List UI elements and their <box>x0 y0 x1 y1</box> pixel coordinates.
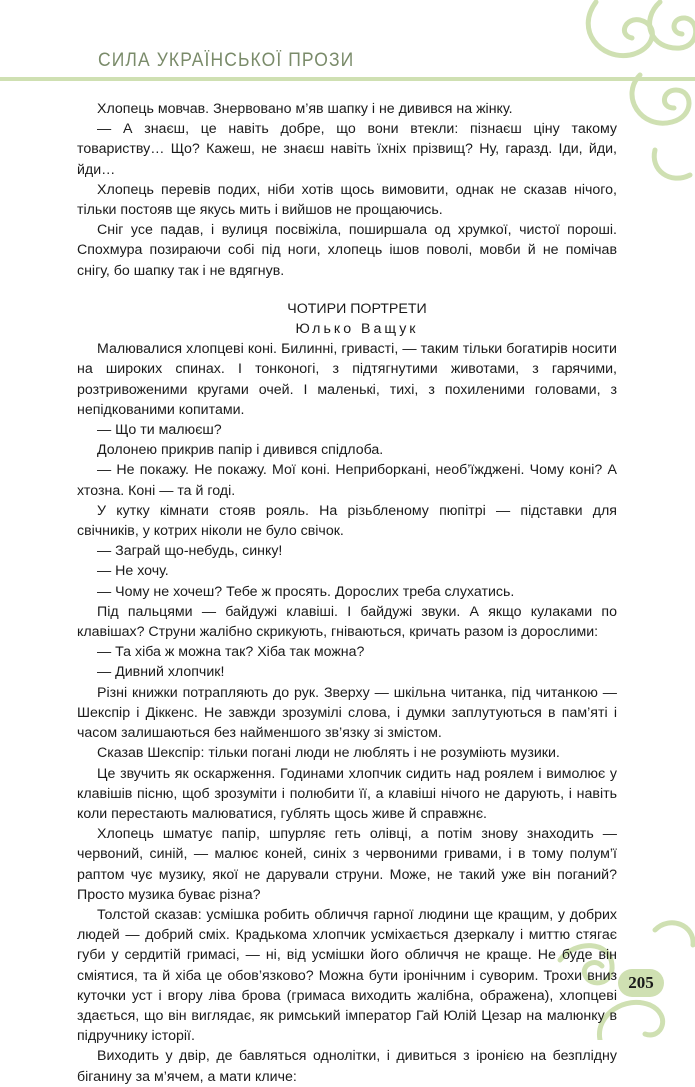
paragraph: — Дивний хлопчик! <box>97 664 225 681</box>
page-number: 205 <box>618 969 664 997</box>
page-body <box>77 99 617 1087</box>
paragraph: — Чому не хочеш? Тебе ж просять. Дорослих треба слухатись. <box>97 583 515 600</box>
swirl-bottom-3 <box>655 923 693 945</box>
paragraph: — Заграй що-небудь, синку! <box>97 543 283 560</box>
paragraph: Толстой сказав: усмішка робить обличчя гарної людини ще кращим, у добрих людей — добрий сміх. Крадькома хлопчик усміхається дзеркалу і миттю стягає губи у сердитій гримасі, — ні, від усмішки його обличчя не краще. Не буде він сміятися, та й хіба це обов’язково? Можна бути іронічним і суворим. Трохи вниз куточки уст і вгору ліва брова (гримаса виходить жалібна, ображена), хлопцеві здається, що він виглядає, як римський імператор Гай Юлій Цезар на малюнку в підручнику історії. <box>77 906 617 1045</box>
paragraph: — Та хіба ж можна так? Хіба так можна? <box>97 644 365 661</box>
paragraph: Під пальцями — байдужі клавіші. І байдужі звуки. А якщо кулаками по клавішах? Струни жалібно скрикують, гніваються, кричать разом із дорослими: <box>77 603 617 641</box>
swirl-top-2 <box>650 2 695 48</box>
swirl-top-3 <box>632 75 689 123</box>
section-gap <box>77 281 617 299</box>
section-title: СИЛА УКРАЇНСЬКОЇ ПРОЗИ <box>98 50 355 71</box>
story-author: Юлько Ващук <box>295 321 419 338</box>
paragraph: Малювалися хлопцеві коні. Билинні, гриваcті, — таким тільки богатирів носити на широких спинах. І тонконогі, з підтягнутими животами, з гарячими, розтривоженими кругами очей. І маленькі, тихі, з похиленими головами, з непідкованими копитами. <box>77 341 617 418</box>
paragraph: Хлопець мовчав. Знервовано м’яв шапку і не дивився на жінку. <box>97 101 513 117</box>
paragraph: Долонею прикрив папір і дивився спідлоба. <box>97 442 384 459</box>
swirl-top-1 <box>588 2 652 56</box>
paragraph: Сніг усе падав, і вулиця посвіжіла, поширшала од хрумкої, чистої пороші. Спохмура позираючи собі під ноги, хлопець ішов поволі, мовби й не помічав снігу, бо шапку так і не вдягнув. <box>77 222 617 279</box>
header-divider <box>0 77 695 81</box>
paragraph: Сказав Шекспір: тільки погані люди не люблять і не розуміють музики. <box>97 745 560 762</box>
swirl-top-4 <box>654 150 690 178</box>
paragraph: — Не хочу. <box>97 563 169 580</box>
paragraph: У кутку кімнати стояв рояль. На різьбленому пюпітрі — підставки для свічників, у котрих ніколи не було свічок. <box>77 502 617 540</box>
paragraph: Це звучить як оскарження. Годинами хлопчик сидить над роялем і вимолює у клавішів пісню, щоб зрозуміти і полюбити її, а клавіші нічого не дарують, і навіть коли перестають малюватися, гублять щось живе й справжнє. <box>77 765 617 822</box>
paragraph: — Не покажу. Не покажу. Мої коні. Неприборкані, необ’їжджені. Чому коні? А хтозна. Коні — та й годі. <box>77 462 617 499</box>
paragraph: Різні книжки потрапляють до рук. Зверху — шкільна читанка, під читанкою — Шекспір і Діккенс. Не завжди зрозумілі слова, і думки заплутуються в пам’яті і часом залишаються без найменшого зв’язку зі змістом. <box>77 684 617 742</box>
paragraph: — А знаєш, це навіть добре, що вони втекли: пізнаєш ціну такому товариству… Що? Кажеш, не знаєш навіть їхніх прізвищ? Ну, гаразд. Іди, йди, йди… <box>77 121 617 178</box>
paragraph: Хлопець перевів подих, ніби хотів щось вимовити, однак не сказав нічого, тільки постояв ще якусь мить і вийшов не прощаючись. <box>77 181 617 219</box>
paragraph: Хлопець шматує папір, шпурляє геть олівці, а потім знову знаходить — червоний, синій, — малює коней, синіх з червоними гривами, і в тому полум’ї раптом чує музику, якої не дарували струни. Може, не такий уже він поганий? Просто музика буває різна? <box>77 826 617 903</box>
paragraph: Виходить у двір, де бавляться однолітки, і дивиться з іронією на безплідну біганину за м’ячем, а мати кличе: <box>77 1048 617 1085</box>
story-title: ЧОТИРИ ПОРТРЕТИ <box>287 300 427 317</box>
paragraph: — Що ти малюєш? <box>97 422 222 439</box>
